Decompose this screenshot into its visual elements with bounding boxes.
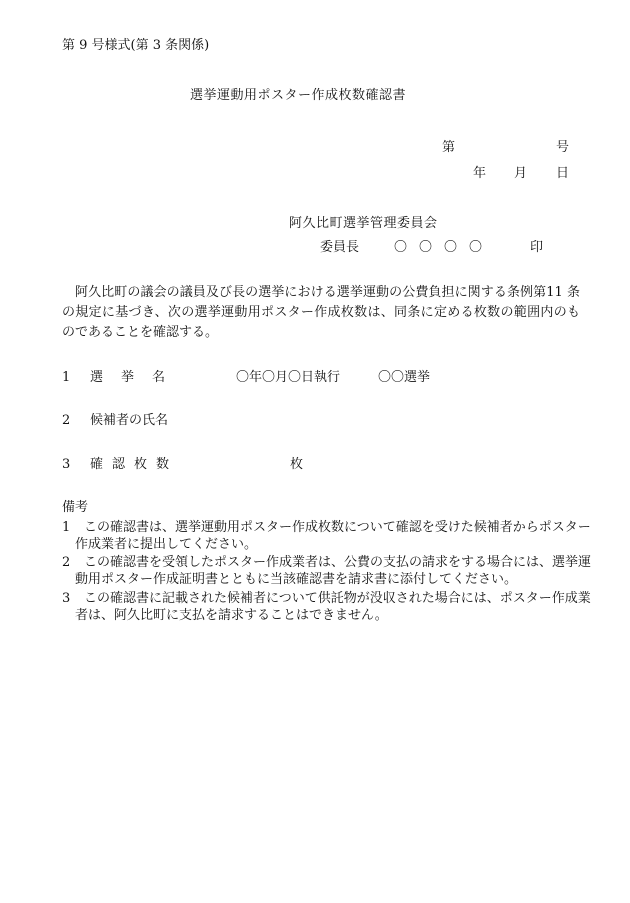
chair-name-mark: 〇	[394, 240, 408, 255]
item-number: 2	[62, 413, 71, 428]
note-item	[62, 554, 593, 588]
note-item	[62, 590, 593, 624]
election-date-value: 〇年〇月〇日執行	[236, 370, 341, 385]
form-label: 第 9 号様式(第 3 条関係)	[62, 38, 210, 53]
date-day-label: 日	[556, 166, 570, 181]
note-number: 1	[62, 520, 71, 535]
item-number: 1	[62, 370, 71, 385]
item-label-candidate-name: 候補者の氏名	[90, 413, 169, 428]
seal-mark: 印	[530, 240, 544, 255]
body-paragraph: 阿久比町の議会の議員及び長の選挙における選挙運動の公費負担に関する条例第11 条の規定に基づき、次の選挙運動用ポスター作成枚数は、同条に定める枚数の範囲内のものであることを確認する。	[62, 285, 580, 340]
chair-name-mark: 〇	[419, 240, 433, 255]
item-label-confirmed-count: 確認枚数	[90, 457, 179, 472]
note-item	[62, 519, 593, 553]
note-text: この確認書に記載された候補者について供託物が没収された場合には、ポスター作成業者は、阿久比町に支払を請求することはできません。	[75, 591, 591, 623]
number-suffix: 号	[556, 140, 570, 155]
chair-name-mark: 〇	[469, 240, 483, 255]
item-label-election-name: 選挙名	[90, 370, 184, 385]
chair-name-placeholder	[394, 240, 494, 256]
item-number: 3	[62, 457, 71, 472]
notes-heading: 備考	[62, 500, 89, 515]
note-text: この確認書を受領したポスター作成業者は、公費の支払の請求をする場合には、選挙運動用ポスター作成証明書とともに当該確認書を請求書に添付してください。	[75, 555, 592, 587]
note-number: 2	[62, 555, 71, 570]
date-month-label: 月	[514, 166, 528, 181]
chair-name-mark: 〇	[444, 240, 458, 255]
note-number: 3	[62, 591, 71, 606]
count-unit: 枚	[290, 457, 304, 472]
note-text: この確認書は、選挙運動用ポスター作成枚数について確認を受けた候補者からポスター作成業者に提出してください。	[75, 520, 591, 552]
date-year-label: 年	[473, 166, 487, 181]
document-title: 選挙運動用ポスター作成枚数確認書	[190, 88, 407, 103]
election-name-value: 〇〇選挙	[378, 370, 431, 385]
chair-title: 委員長	[320, 240, 360, 255]
issuer-committee: 阿久比町選挙管理委員会	[289, 216, 438, 231]
number-prefix: 第	[442, 140, 456, 155]
